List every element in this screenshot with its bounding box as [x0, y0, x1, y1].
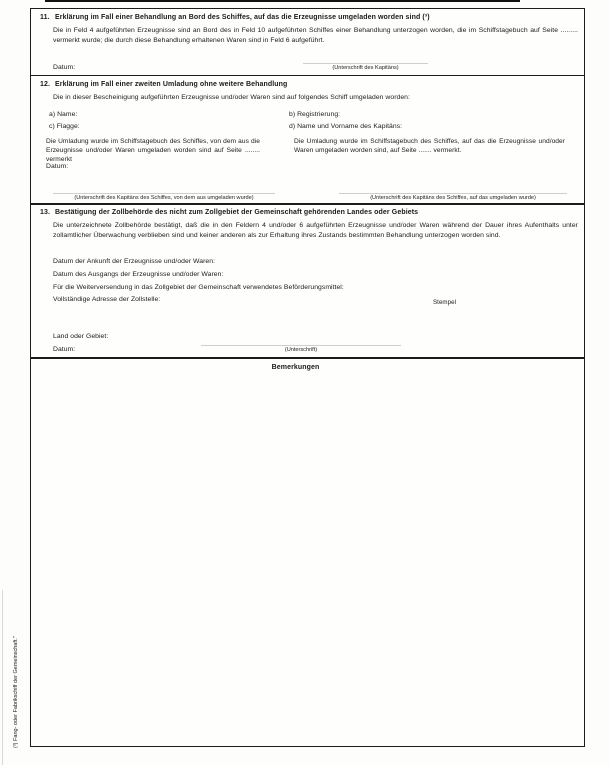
divider-section-12-13: [31, 203, 584, 205]
transport-means-label: Für die Weiterversendung in das Zollgebiet der Gemeinschaft verwendetes Beförderungsmittel:: [53, 284, 344, 291]
section-13-title: Bestätigung der Zollbehörde des nicht zum Zollgebiet der Gemeinschaft gehörenden Landes oder Gebiets: [55, 209, 419, 216]
stamp-label: Stempel: [433, 299, 457, 306]
form-border-box: [30, 8, 585, 747]
section-11-date-label: Datum:: [53, 64, 76, 71]
customs-office-address-label: Vollständige Adresse der Zollstelle:: [53, 296, 161, 303]
section-11-signature-caption: (Unterschrift des Kapitäns): [332, 65, 399, 71]
section-12-left-signature-line: [53, 193, 275, 194]
section-13-signature-line: [201, 345, 401, 346]
section-11-title-row: [40, 14, 575, 21]
section-12-left-signature-caption: (Unterschrift des Kapitäns des Schiffes, von dem aus umgeladen wurde): [74, 195, 254, 201]
footnote-vertical: (³) Fang- oder Fabrikschiff der Gemeinschaft.": [13, 636, 19, 748]
divider-section-11-12: [31, 75, 584, 76]
section-13-signature-caption: (Unterschrift): [284, 347, 318, 353]
field-b-registration-label: b) Registrierung:: [289, 111, 341, 118]
country-or-territory-label: Land oder Gebiet:: [53, 333, 109, 340]
section-12-left-logbook-note: Die Umladung wurde im Schiffstagebuch des Schiffes, von dem aus die Erzeugnisse und/oder Waren umgeladen worden sind auf Seite ........ vermerkt: [46, 138, 260, 163]
divider-section-13-remarks: [31, 357, 584, 359]
section-12-intro-text: Die in dieser Bescheinigung aufgeführten Erzeugnisse und/oder Waren sind auf folgendes Schiff umgeladen worden:: [53, 94, 410, 101]
remarks-blank-area: [31, 375, 584, 746]
section-11-signature-line: [303, 63, 428, 64]
section-13-number: 13.: [40, 209, 51, 216]
field-a-name-label: a) Name:: [49, 111, 78, 118]
remarks-heading: Bemerkungen: [271, 364, 320, 371]
section-12-right-signature-line: [339, 193, 567, 194]
section-12-title: Erklärung im Fall einer zweiten Umladung ohne weitere Behandlung: [55, 81, 288, 88]
arrival-date-label: Datum der Ankunft der Erzeugnisse und/oder Waren:: [53, 258, 216, 265]
field-d-captain-label: d) Name und Vorname des Kapitäns:: [289, 123, 403, 130]
section-13-title-row: [40, 209, 575, 216]
section-11-declaration-text: Die in Feld 4 aufgeführten Erzeugnisse sind an Bord des in Feld 10 aufgeführten Schiffes einer Behandlung unterzogen worden, die im Schiffstagebuch auf Seite ......... vermerkt wurde; die durch diese Behandlung erhaltenen Waren sind in Feld 6 aufgeführt.: [53, 27, 578, 44]
departure-date-label: Datum des Ausgangs der Erzeugnisse und/oder Waren:: [53, 271, 224, 278]
section-12-date-label: Datum:: [46, 163, 69, 170]
section-12-title-row: [40, 81, 575, 88]
section-13-confirmation-text: Die unterzeichnete Zollbehörde bestätigt, daß die in den Feldern 4 und/oder 6 aufgeführten Erzeugnisse und/oder Waren während der Dauer ihres Aufenthalts unter zollamtlicher Überwachung verblieben sind und keiner anderen als zur Erhaltung ihres Zustands bestimmten Behandlung unterzogen worden sind.: [53, 222, 578, 239]
section-12-right-logbook-note: Die Umladung wurde im Schiffstagebuch des Schiffes, auf das die Erzeugnisse und/oder Waren umgeladen worden sind, auf Seite ....... vermerkt.: [294, 138, 565, 154]
page-fold-line: [2, 590, 3, 765]
scan-edge-artifact: [45, 0, 520, 2]
section-11-number: 11.: [40, 14, 50, 21]
section-12-number: 12.: [40, 81, 51, 88]
section-13-date-label: Datum:: [53, 346, 76, 353]
field-c-flag-label: c) Flagge:: [49, 123, 80, 130]
section-11-title: Erklärung im Fall einer Behandlung an Bord des Schiffes, auf das die Erzeugnisse umgeladen worden sind (³): [55, 14, 430, 21]
section-12-right-signature-caption: (Unterschrift des Kapitäns des Schiffes, auf das umgeladen wurde): [370, 195, 536, 201]
